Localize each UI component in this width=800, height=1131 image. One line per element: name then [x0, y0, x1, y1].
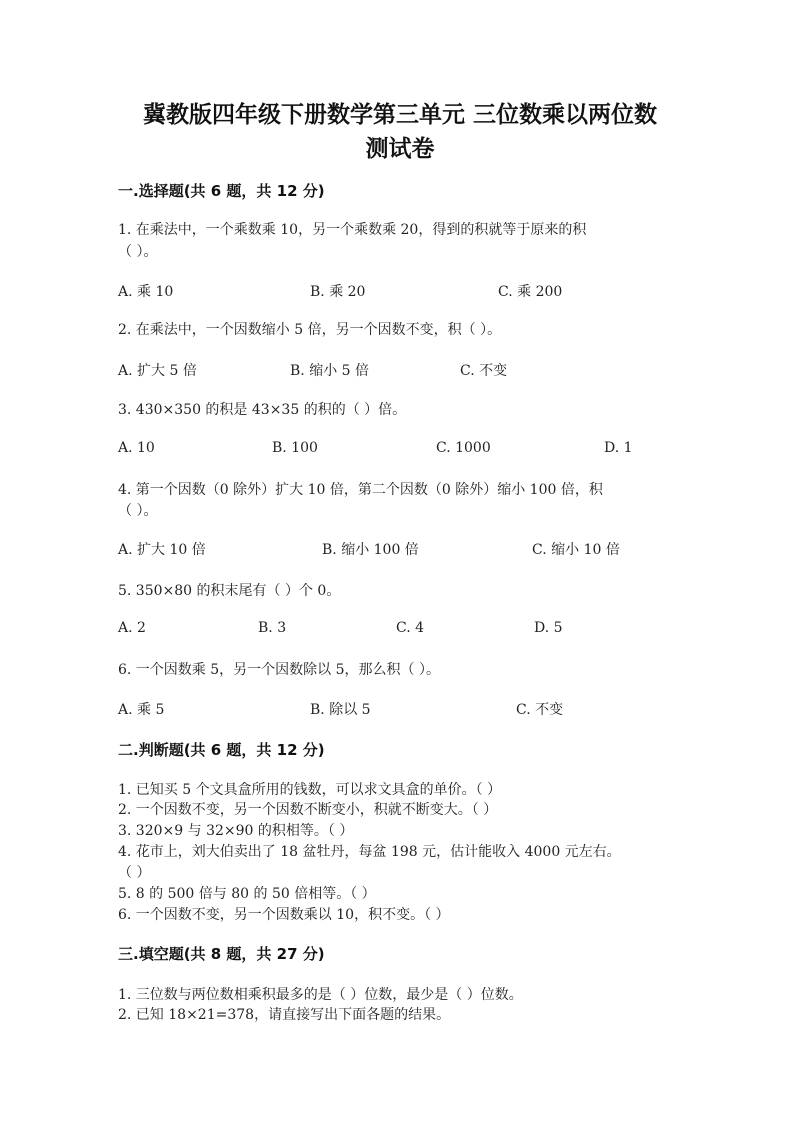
- question-2-option-b: B. 缩小 5 倍: [290, 363, 369, 379]
- question-1-option-c: C. 乘 200: [498, 284, 563, 300]
- question-2-line-1: 2. 在乘法中，一个因数缩小 5 倍，另一个因数不变，积（ ）。: [118, 322, 502, 338]
- question-3-option-a: A. 10: [118, 440, 155, 456]
- question-5-option-d: D. 5: [534, 620, 563, 636]
- question-4-line-1: 4. 第一个因数（0 除外）扩大 10 倍，第二个因数（0 除外）缩小 100 倍，积: [118, 482, 603, 498]
- question-5-option-a: A. 2: [118, 620, 146, 636]
- page-title-line-2: 测试卷: [365, 136, 435, 162]
- page-title-line-1: 冀教版四年级下册数学第三单元 三位数乘以两位数: [142, 102, 657, 128]
- question-1-line-1: 1. 在乘法中，一个乘数乘 10，另一个乘数乘 20，得到的积就等于原来的积: [118, 222, 587, 238]
- question-1-option-b: B. 乘 20: [310, 284, 366, 300]
- question-4-option-c: C. 缩小 10 倍: [532, 542, 620, 558]
- question-2-option-a: A. 扩大 5 倍: [118, 363, 197, 379]
- question-5-option-b: B. 3: [258, 620, 287, 636]
- question-4-line-2: （ ）。: [118, 503, 158, 519]
- question-4-option-b: B. 缩小 100 倍: [322, 542, 419, 558]
- fill-line-1: 1. 三位数与两位数相乘积最多的是（ ）位数，最少是（ ）位数。: [118, 987, 523, 1003]
- question-3-option-d: D. 1: [604, 440, 633, 456]
- question-6-option-b: B. 除以 5: [310, 702, 371, 718]
- judge-line-3: 3. 320×9 与 32×90 的积相等。（ ）: [118, 823, 354, 839]
- fill-line-2: 2. 已知 18×21=378，请直接写出下面各题的结果。: [118, 1007, 451, 1023]
- judge-line-5: 5. 8 的 500 倍与 80 的 50 倍相等。（ ）: [118, 886, 376, 902]
- judge-line-4-cont: （ ）: [118, 865, 151, 881]
- question-1-line-2: （ ）。: [118, 244, 158, 260]
- question-2-option-c: C. 不变: [460, 363, 508, 379]
- section-heading-choice: 一.选择题(共 6 题，共 12 分): [118, 182, 325, 200]
- question-3-option-c: C. 1000: [436, 440, 491, 456]
- question-6-option-c: C. 不变: [516, 702, 564, 718]
- question-3-option-b: B. 100: [272, 440, 318, 456]
- section-heading-fill-blank: 三.填空题(共 8 题，共 27 分): [118, 945, 325, 963]
- question-5-line-1: 5. 350×80 的积末尾有（ ）个 0。: [118, 583, 341, 599]
- judge-line-1: 1. 已知买 5 个文具盒所用的钱数，可以求文具盒的单价。（ ）: [118, 782, 502, 798]
- question-5-option-c: C. 4: [396, 620, 425, 636]
- question-6-option-a: A. 乘 5: [118, 702, 165, 718]
- question-4-option-a: A. 扩大 10 倍: [118, 542, 206, 558]
- judge-line-4: 4. 花市上，刘大伯卖出了 18 盆牡丹，每盆 198 元，估计能收入 4000 元左右。: [118, 844, 621, 860]
- question-1-option-a: A. 乘 10: [118, 284, 174, 300]
- section-heading-true-false: 二.判断题(共 6 题，共 12 分): [118, 741, 325, 759]
- judge-line-2: 2. 一个因数不变，另一个因数不断变小，积就不断变大。（ ）: [118, 802, 498, 818]
- judge-line-6: 6. 一个因数不变，另一个因数乘以 10，积不变。（ ）: [118, 907, 450, 923]
- question-6-line-1: 6. 一个因数乘 5，另一个因数除以 5，那么积（ ）。: [118, 662, 440, 678]
- question-3-line-1: 3. 430×350 的积是 43×35 的积的（ ）倍。: [118, 402, 407, 418]
